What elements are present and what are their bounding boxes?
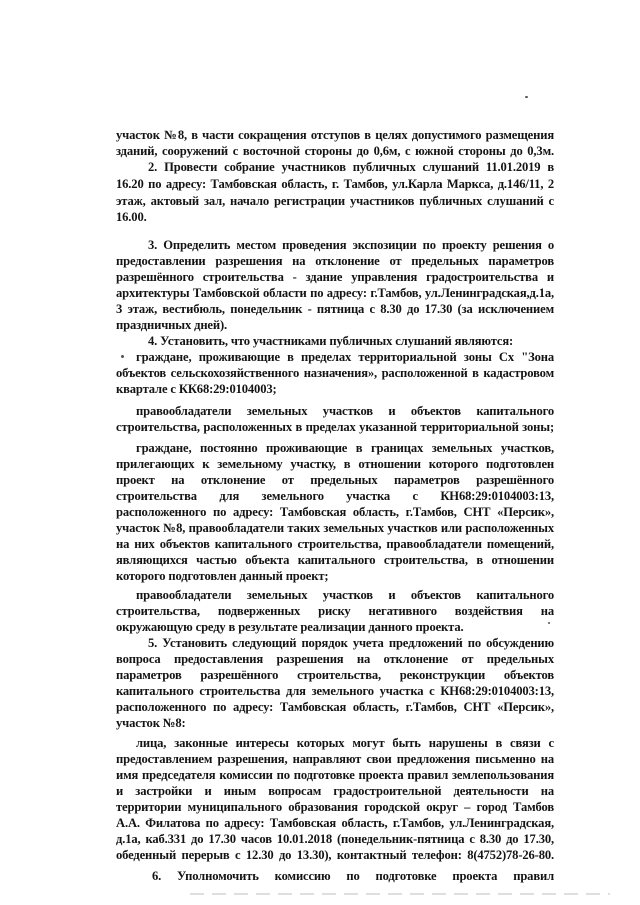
text-line: окружающую среду в результате реализации данного проекта. [116,620,464,634]
text-line: имя председателя комиссии по подготовке проекта правил землепользования [116,768,554,782]
text-line: капитального строительства для земельного участка с КН68:29:0104003:13, [116,684,554,698]
text-line: 3. Определить местом проведения экспозиции по проекту решения о [148,238,554,252]
text-line: граждане, проживающие в пределах территориальной зоны Сх "Зона [136,350,554,364]
scan-artifact [548,622,550,624]
text-line: зданий, сооружений с восточной стороны до 0,6м, с южной стороны до 0,3м. [116,144,554,158]
text-line: разрешённого строительства - здание управления градостроительства и [116,270,554,284]
text-line: 16.20 по адресу: Тамбовская область, г. Тамбов, ул.Карла Маркса, д.146/11, 2 [116,177,554,191]
text-line: прилегающих к земельному участку, в отношении которого подготовлен [116,457,554,471]
text-line: д.1а, каб.331 до 17.30 часов 10.01.2018 (понедельник-пятница с 8.30 до 17.30, [116,832,554,846]
text-line: предоставлением разрешения, направляют свои предложения письменно на [116,752,554,766]
text-line: 3 этаж, вестибюль, понедельник - пятница с 8.30 до 17.30 (за исключением [116,302,554,316]
text-line: правообладатели земельных участков и объектов капитального [136,588,554,602]
text-line: участок №8, правообладатели таких земельных участков или расположенных [116,521,554,535]
text-line: расположенного по адресу: Тамбовская область, г.Тамбов, СНТ «Персик», [116,505,554,519]
scan-artifact [121,355,124,358]
text-line: А.А. Филатова по адресу: Тамбовская область, г.Тамбов, ул.Ленинградская, [116,816,554,830]
text-line: участок №8: [116,716,186,730]
text-line: проект на отклонение от предельных параметров разрешённого [116,473,554,487]
text-line: праздничных дней). [116,318,228,332]
text-line: строительства, расположенных в пределах указанной территориальной зоны; [116,420,554,434]
text-line: являющихся частью объекта капитального строительства, в отношении [116,553,554,567]
scan-artifact [190,893,610,895]
text-line: 6. Уполномочить комиссию по подготовке проекта правил [152,869,554,883]
text-line: 5. Установить следующий порядок учета предложений по обсуждению [148,636,554,650]
text-line: предоставлении разрешения на отклонение от предельных параметров [116,254,554,268]
text-line: 4. Установить, что участниками публичных слушаний являются: [148,334,514,348]
text-line: этаж, актовый зал, начало регистрации участников публичных слушаний с [116,194,554,208]
text-line: участок №8, в части сокращения отступов в целях допустимого размещения [116,128,554,142]
text-line: правообладатели земельных участков и объектов капитального [136,404,554,418]
text-line: граждане, постоянно проживающие в границах земельных участков, [136,441,554,455]
text-line: и застройки и иным вопросам градостроительной деятельности на [116,784,554,798]
text-line: которого подготовлен данный проект; [116,569,329,583]
scan-artifact [525,96,528,98]
text-line: на них объектов капитального строительства, правообладатели помещений, [116,537,554,551]
text-line: 2. Провести собрание участников публичных слушаний 11.01.2019 в [148,160,554,174]
text-line: архитектуры Тамбовской области по адресу: г.Тамбов, ул.Ленинградская,д.1а, [116,286,554,300]
text-line: территории муниципального образования городской округ – город Тамбов [116,800,554,814]
text-line: 16.00. [116,210,147,224]
text-line: квартале с КК68:29:0104003; [116,382,277,396]
text-line: расположенного по адресу: Тамбовская область, г.Тамбов, СНТ «Персик», [116,700,554,714]
text-line: строительства для земельного участка с КН68:29:0104003:13, [116,489,554,503]
text-line: параметров разрешённого строительства, реконструкции объектов [116,668,554,682]
text-line: вопроса предоставления разрешения на отклонение от предельных [116,652,554,666]
text-line: обеденный перерыв с 12.30 до 13.30), контактный телефон: 8(4752)78-26-80. [116,848,554,862]
text-line: лица, законные интересы которых могут быть нарушены в связи с [136,736,554,750]
text-line: строительства, подверженных риску негативного воздействия на [116,604,554,618]
text-line: объектов сельскохозяйственного назначения», расположенной в кадастровом [116,366,554,380]
